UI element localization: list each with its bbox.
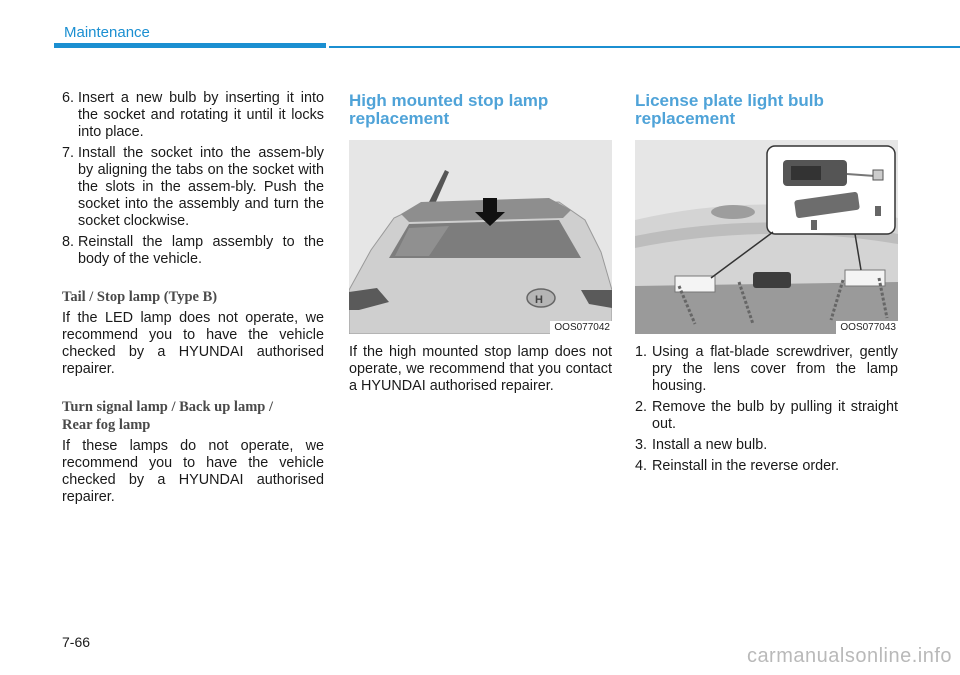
step-2 [635,399,898,433]
heading-line2: replacement [349,109,450,128]
step-number: 4. [635,458,648,474]
turn-signal-text: If these lamps do not operate, we recommend you to have the vehicle checked by a HYUNDAI authorised repairer. [62,438,324,505]
step-4 [635,458,898,475]
figure-license-plate-light [635,140,898,334]
svg-text:H: H [535,294,543,306]
page-number: 7-66 [62,634,91,650]
column-right [635,92,898,479]
figure-code: OOS077042 [550,321,612,334]
header-rule [329,46,960,48]
step-number: 8. [62,234,75,250]
step-text: Reinstall the lamp assembly to the body of the vehicle. [78,234,324,267]
step-1 [635,344,898,395]
license-plate-light-illustration [635,140,898,334]
step-number: 3. [635,437,648,453]
step-number: 7. [62,145,75,161]
step-number: 2. [635,399,648,415]
license-plate-light-heading [635,92,898,128]
step-7 [62,145,324,230]
heading-line1: High mounted stop lamp [349,91,549,110]
license-plate-steps [635,344,898,475]
section-title: Maintenance [64,24,150,41]
watermark: carmanualsonline.info [746,645,952,667]
heading-line2: replacement [635,109,736,128]
turn-signal-heading-line2: Rear fog lamp [62,417,151,433]
figure-code: OOS077043 [836,321,898,334]
step-text: Remove the bulb by pulling it straight out. [652,399,898,432]
header-accent-bar [54,43,326,48]
step-text: Install a new bulb. [652,437,768,453]
turn-signal-heading [62,398,324,434]
step-text: Install the socket into the assem-bly by aligning the tabs on the socket with the slots in the assem-bly. Push the socket into the assembly and turn the socket clockwise. [78,145,324,229]
step-number: 1. [635,344,648,360]
figure-rear-car [349,140,612,334]
step-8 [62,234,324,268]
column-middle [349,92,612,395]
step-3 [635,437,898,454]
turn-signal-heading-line1: Turn signal lamp / Back up lamp / [62,399,273,415]
step-text: Insert a new bulb by inserting it into the socket and rotating it until it locks into place. [78,90,324,140]
step-6 [62,90,324,141]
step-number: 6. [62,90,75,106]
high-mounted-stop-lamp-heading [349,92,612,128]
high-mounted-stop-lamp-text: If the high mounted stop lamp does not operate, we recommend that you contact a HYUNDAI authorised repairer. [349,344,612,394]
heading-line1: License plate light bulb [635,91,824,110]
column-left [62,90,324,506]
tail-stop-lamp-heading: Tail / Stop lamp (Type B) [62,289,218,305]
tail-stop-lamp-text: If the LED lamp does not operate, we recommend you to have the vehicle checked by a HYUNDAI authorised repairer. [62,310,324,377]
step-text: Reinstall in the reverse order. [652,458,840,474]
step-text: Using a flat-blade screwdriver, gently pry the lens cover from the lamp housing. [652,344,898,394]
rear-car-illustration [349,140,612,334]
